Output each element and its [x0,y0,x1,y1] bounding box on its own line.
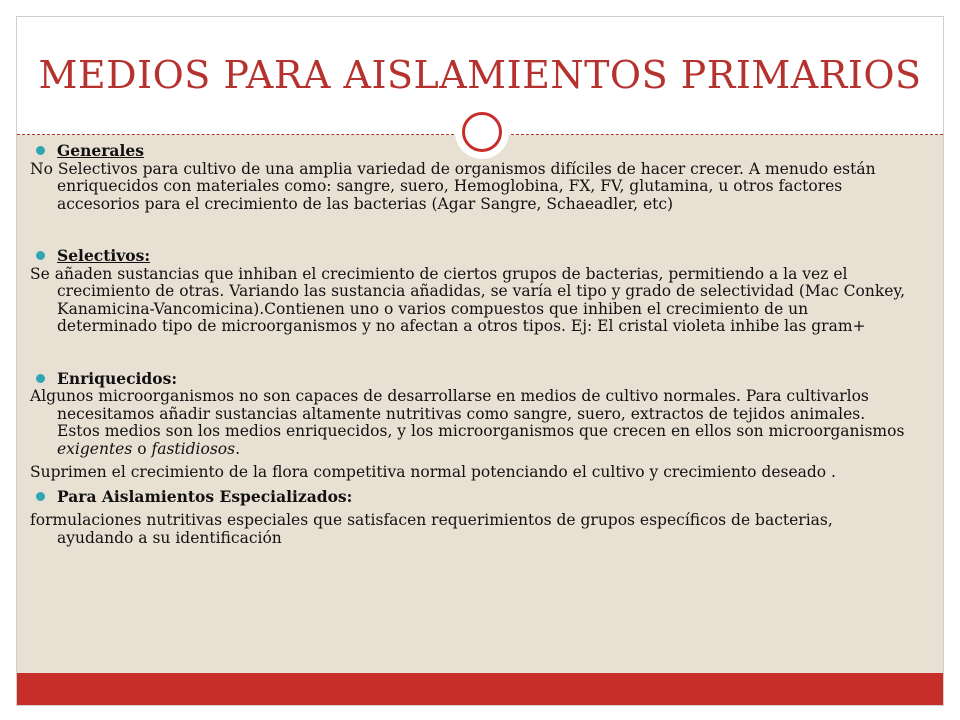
text-enriquecidos-extra: Suprimen el crecimiento de la flora competitiva normal potenciando el cultivo y crecimiento deseado . [30,463,836,481]
bullet-generales [30,142,910,161]
heading-generales: Generales [57,141,144,160]
bullet-selectivos [30,247,910,266]
bullet-dot-icon [36,251,45,260]
heading-selectivos: Selectivos: [57,246,151,265]
text-end: . [235,439,241,458]
term-exigentes: exigentes [57,439,133,458]
text-selectivos: Se añaden sustancias que inhiban el crecimiento de ciertos grupos de bacterias, permitiendo a la vez el crecimiento de otras. Variando las sustancia añadidas, se varía el tipo y grado de selectividad (Mac Conkey, Kanamicina-Vancomicina).Contienen uno o varios compuestos que inhiben el crecimiento de un determinado tipo de microorganismos y no afectan a otros tipos. Ej: El cristal violeta inhibe las gram+ [30,264,906,335]
heading-enriquecidos: Enriquecidos: [57,368,178,388]
text-enriquecidos-main: Algunos microorganismos no son capaces de desarrollarse en medios de cultivo normales. Para cultivarlos necesitamos añadir sustancias altamente nutritivas como sangre, suero, extractos de tejidos animales. Estos medios son los medios enriquecidos, y los microorganismos que crecen en ellos son microorganismos [30,387,905,440]
text-generales: No Selectivos para cultivo de una amplia variedad de organismos difíciles de hacer crecer. A menudo están enriquecidos con materiales como: sangre, suero, Hemoglobina, FX, FV, glutamina, u otros factores accesorios para el crecimiento de las bacterias (Agar Sangre, Schaeadler, etc) [30,159,876,213]
footer-bar [17,673,943,705]
text-especializados: formulaciones nutritivas especiales que satisfacen requerimientos de grupos específicos de bacterias, ayudando a su identificación [30,511,833,547]
bullet-dot-icon [36,374,45,383]
bullet-dot-icon [36,492,45,501]
slide-body [30,142,910,547]
text-connector: o [132,439,152,458]
bullet-enriquecidos [30,370,910,389]
heading-especializados: Para Aislamientos Especializados: [57,486,353,506]
text-enriquecidos [30,388,910,458]
slide-title: MEDIOS PARA AISLAMIENTOS PRIMARIOS [38,53,922,97]
bullet-especializados [30,488,910,507]
term-fastidiosos: fastidiosos [151,439,236,458]
bullet-dot-icon [36,146,45,155]
